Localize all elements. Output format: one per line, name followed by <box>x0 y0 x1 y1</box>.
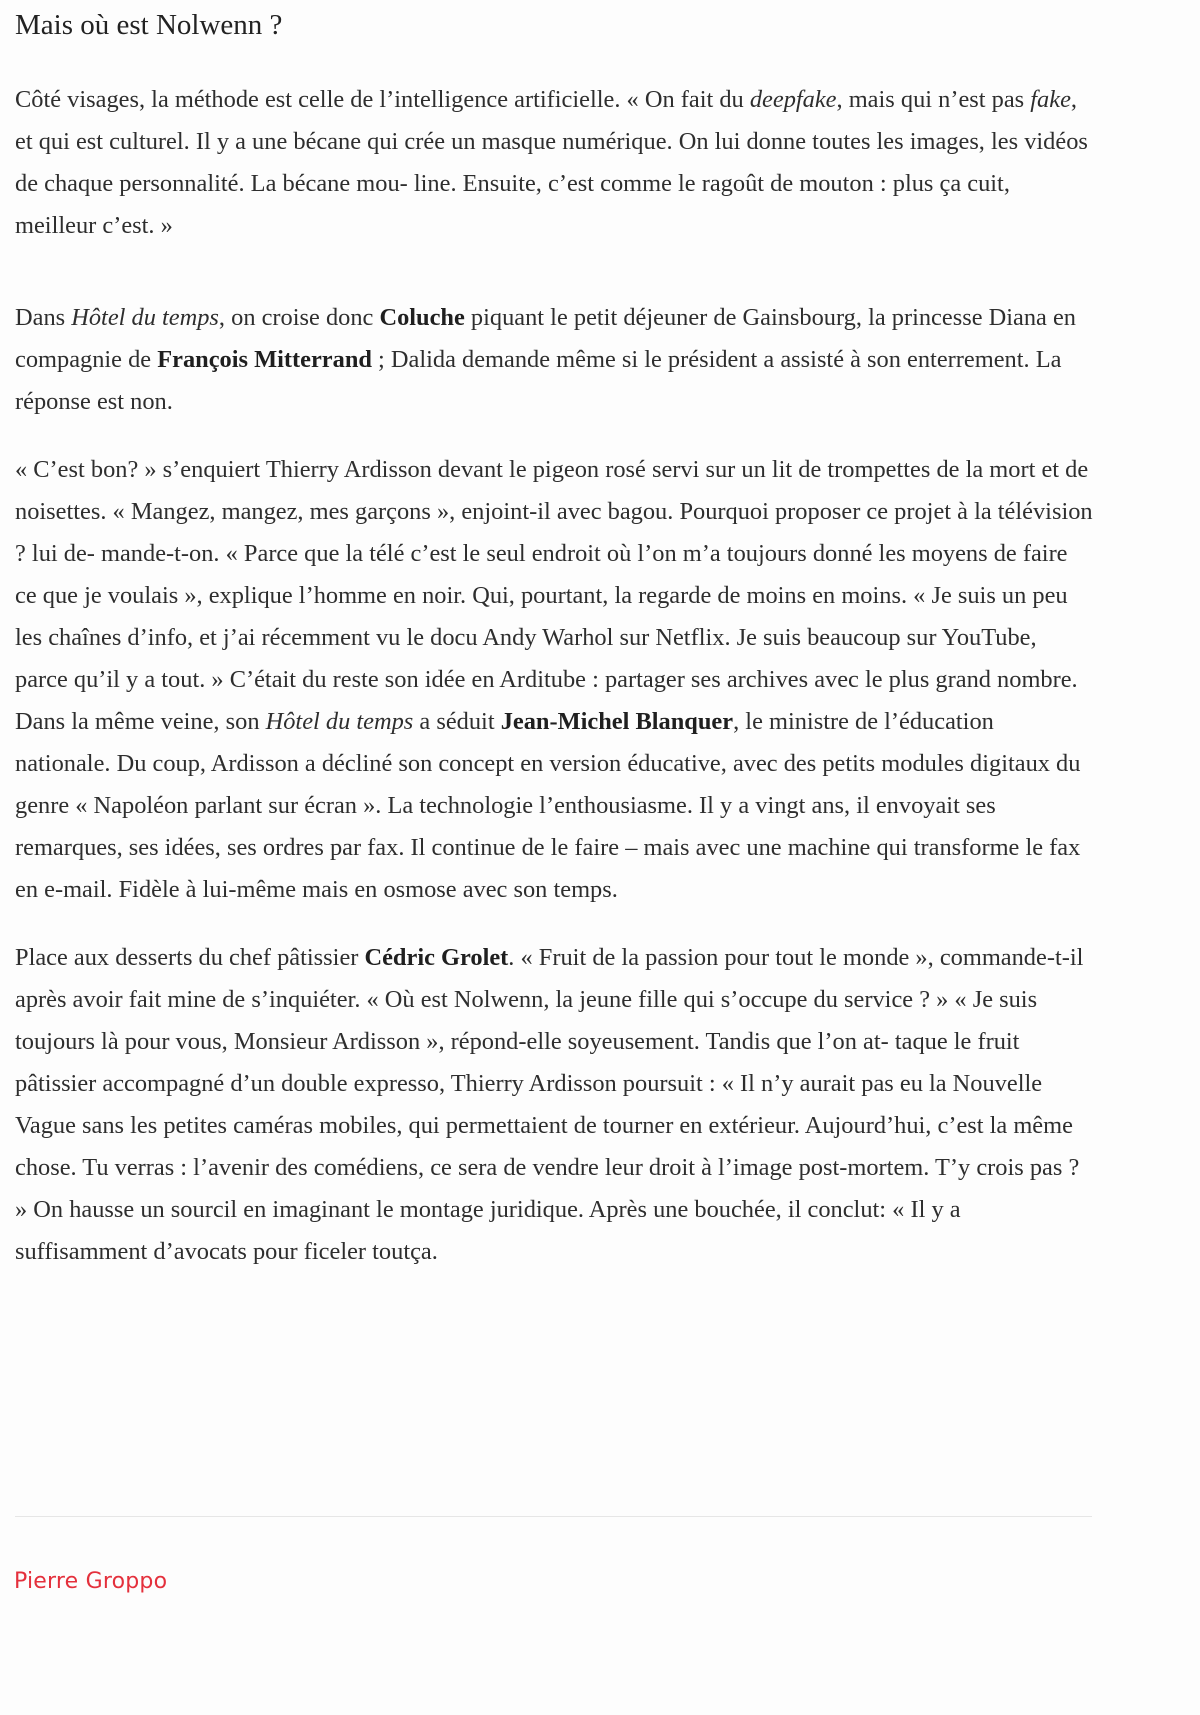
text-run: Côté visages, la méthode est celle de l’intelligence artificielle. « On fait du <box>15 86 750 113</box>
bold-name-grolet: Cédric Grolet <box>364 944 509 971</box>
bold-name-blanquer: Jean-Michel Blanquer <box>500 708 734 735</box>
bold-name-coluche: Coluche <box>379 304 465 331</box>
text-run: , et qui est culturel. Il y a une bécane qui crée un masque numérique. On lui donne toutes les images, les vidéos de chaque personnalité. La bécane mou- line. Ensuite, c’est comme le ragoût de mouton : plus ça cuit, meilleur c’est. » <box>15 86 1088 239</box>
paragraph-4 <box>15 937 1095 1273</box>
paragraph-1 <box>15 79 1095 247</box>
divider <box>15 1516 1092 1517</box>
bold-name-mitterrand: François Mitterrand <box>157 346 372 373</box>
paragraph-3 <box>15 449 1095 911</box>
article-body <box>15 0 1095 1273</box>
section-heading: Mais où est Nolwenn ? <box>15 9 283 41</box>
text-run: , le ministre de l’éducation nationale. Du coup, Ardisson a décliné son concept en version éducative, avec des petits modules digitaux du genre « Napoléon parlant sur écran ». La technologie l’enthousiasme. Il y a vingt ans, il envoyait ses remarques, ses idées, ses ordres par fax. Il continue de le faire – mais avec une machine qui transforme le fax en e-mail. Fidèle à lui-même mais en osmose avec son temps. <box>15 708 1081 903</box>
text-run: , mais qui n’est pas <box>836 86 1031 113</box>
text-run: , on croise donc <box>218 304 380 331</box>
text-run: Place aux desserts du chef pâtissier <box>15 944 365 971</box>
text-run: . « Fruit de la passion pour tout le monde », commande-t-il après avoir fait mine de s’inquiéter. « Où est Nolwenn, la jeune fille qui s’occupe du service ? » « Je suis toujours là pour vous, Monsieur Ardisson », répond-elle soyeusement. Tandis que l’on at- taque le fruit pâtissier accompagné d’un double expresso, Thierry Ardisson poursuit : « Il n’y aurait pas eu la Nouvelle Vague sans les petites caméras mobiles, qui permettaient de tourner en extérieur. Aujourd’hui, c’est la même chose. Tu verras : l’avenir des comédiens, ce sera de vendre leur droit à l’image post-mortem. T’y crois pas ? » On hausse un sourcil en imaginant le montage juridique. Après une bouchée, il conclut: « Il y a suffisamment d’avocats pour ficeler toutça. <box>15 944 1084 1265</box>
paragraph-2 <box>15 297 1095 423</box>
italic-term-deepfake: deepfake <box>749 86 837 113</box>
author-link[interactable]: Pierre Groppo <box>14 1569 168 1594</box>
text-run: piquant le petit déjeuner de Gainsbourg, la princesse Diana en compagnie de <box>15 304 1076 373</box>
italic-title-hotel-du-temps: Hôtel du temps <box>265 708 414 735</box>
text-run: a séduit <box>413 708 501 735</box>
text-run: « C’est bon? » s’enquiert Thierry Ardisson devant le pigeon rosé servi sur un lit de trompettes de la mort et de noisettes. « Mangez, mangez, mes garçons », enjoint-il avec bagou. Pourquoi proposer ce projet à la télévision ? lui de- mande-t-on. « Parce que la télé c’est le seul endroit où l’on m’a toujours donné les moyens de faire ce que je voulais », explique l’homme en noir. Qui, pourtant, la regarde de moins en moins. « Je suis un peu les chaînes d’info, et j’ai récemment vu le docu Andy Warhol sur Netflix. Je suis beaucoup sur YouTube, parce qu’il y a tout. » C’était du reste son idée en Arditube : partager ses archives avec le plus grand nombre. Dans la même veine, son <box>15 456 1093 735</box>
italic-term-fake: fake <box>1030 86 1071 113</box>
italic-title-hotel-du-temps: Hôtel du temps <box>71 304 219 331</box>
text-run: Dans <box>15 304 72 331</box>
text-run: ; Dalida demande même si le président a assisté à son enterrement. La réponse est non. <box>15 346 1062 415</box>
